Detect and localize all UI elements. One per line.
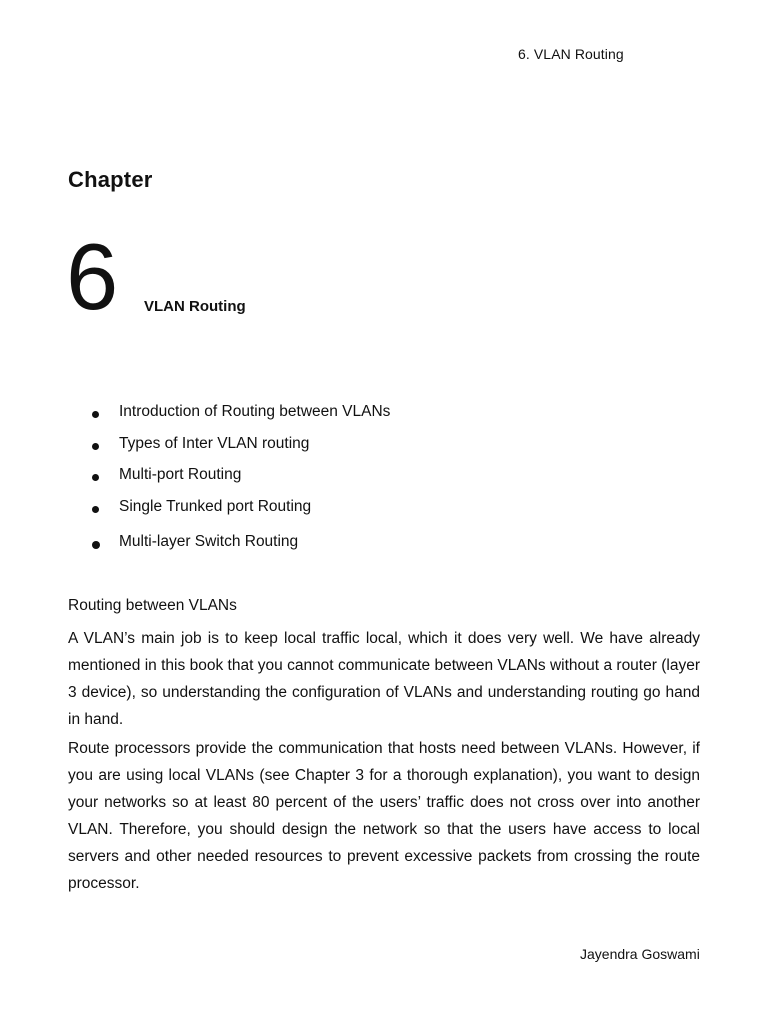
topic-text: Types of Inter VLAN routing: [119, 434, 310, 452]
footer-author: Jayendra Goswami: [580, 946, 700, 962]
list-item: [92, 466, 390, 498]
bullet-icon: [92, 443, 99, 450]
bullet-icon: [92, 541, 100, 549]
chapter-title: VLAN Routing: [144, 298, 246, 315]
list-item: [92, 498, 390, 530]
body-paragraph: Route processors provide the communication that hosts need between VLANs. However, if you are using local VLANs (see Chapter 3 for a thorough explanation), you want to design your networks so at least 80 percent of the users’ traffic does not cross over into another VLAN. Therefore, you should design the network so that the users have access to local servers and other needed resources to prevent excessive packets from crossing the route processor.: [68, 740, 700, 892]
list-item: [92, 529, 390, 565]
body-paragraph: A VLAN’s main job is to keep local traffic local, which it does very well. We have already mentioned in this book that you cannot communicate between VLANs without a router (layer 3 device), so understanding the configuration of VLANs and understanding routing go hand in hand.: [68, 630, 700, 728]
topic-text: Multi-port Routing: [119, 466, 242, 483]
chapter-label: Chapter: [68, 167, 153, 192]
topic-text: Multi-layer Switch Routing: [119, 533, 299, 550]
topic-text: Introduction of Routing between VLANs: [119, 403, 391, 420]
chapter-number: 6: [66, 224, 119, 329]
bullet-icon: [92, 474, 99, 481]
bullet-icon: [92, 506, 99, 513]
bullet-icon: [92, 411, 99, 418]
chapter-topics-list: [92, 403, 390, 565]
list-item: [92, 403, 390, 435]
running-header: 6. VLAN Routing: [518, 46, 624, 62]
section-heading: Routing between VLANs: [68, 597, 237, 614]
list-item: [92, 435, 390, 467]
topic-text: Single Trunked port Routing: [119, 497, 312, 515]
